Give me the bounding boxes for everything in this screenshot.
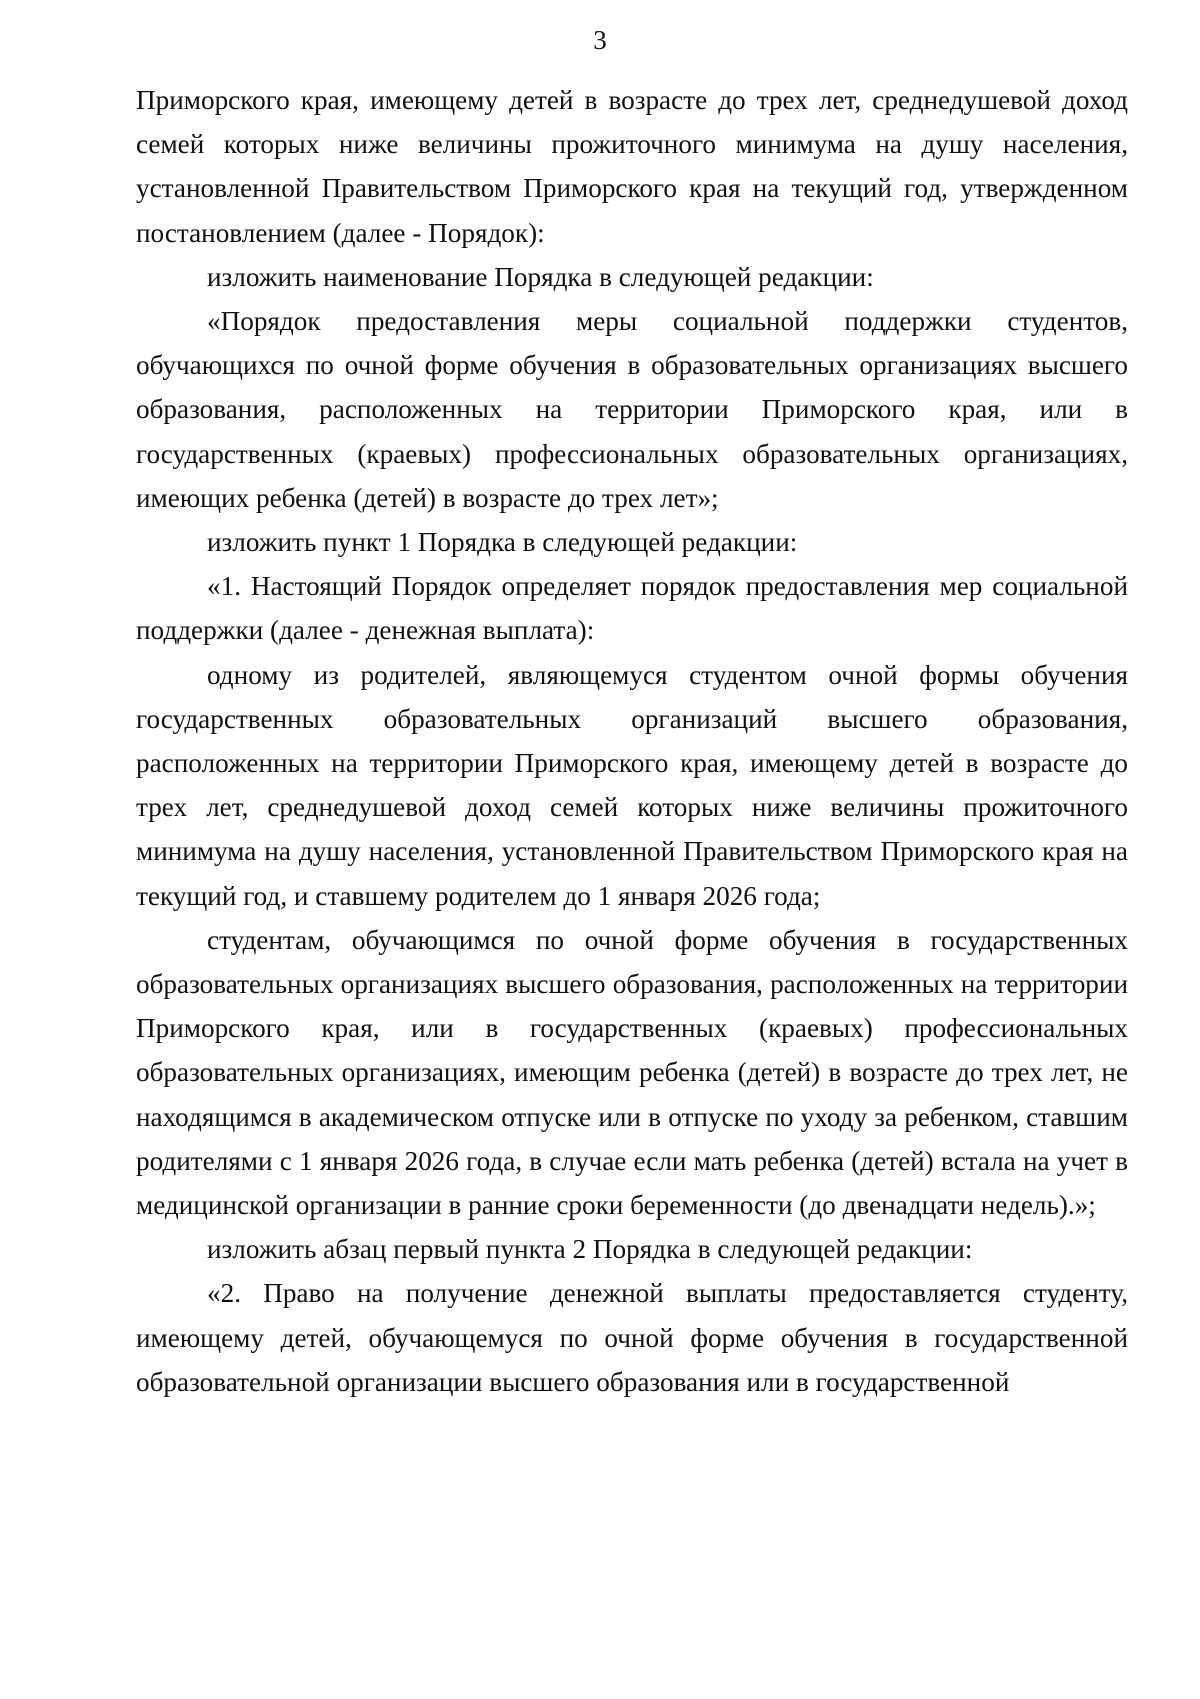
paragraph: изложить пункт 1 Порядка в следующей редакции: bbox=[207, 527, 798, 558]
paragraph: «1. Настоящий Порядок определяет порядок предоставления мер социальной поддержки (далее - денежная выплата): bbox=[136, 571, 1128, 646]
paragraph: изложить наименование Порядка в следующей редакции: bbox=[207, 261, 874, 292]
page-number: 3 bbox=[593, 25, 607, 55]
paragraph: «Порядок предоставления меры социальной поддержки студентов, обучающихся по очной форме обучения в образовательных организациях высшего образования, расположенных на территории Приморского края, или в государственных (краевых) профессиональных образовательных организациях, имеющих ребенка (детей) в возрасте до трех лет»; bbox=[136, 306, 1128, 513]
paragraph: одному из родителей, являющемуся студентом очной формы обучения государственных образовательных организаций высшего образования, расположенных на территории Приморского края, имеющему детей в возрасте до трех лет, среднедушевой доход семей которых ниже величины прожиточного минимума на душу населения, установленной Правительством Приморского края на текущий год, и ставшему родителем до 1 января 2026 года; bbox=[136, 659, 1128, 911]
document-body bbox=[136, 78, 1128, 1404]
paragraph: студентам, обучающимся по очной форме обучения в государственных образовательных организациях высшего образования, расположенных на территории Приморского края, или в государственных (краевых) профессиональных образовательных организациях, имеющим ребенка (детей) в возрасте до трех лет, не находящимся в академическом отпуске или в отпуске по уходу за ребенком, ставшим родителями с 1 января 2026 года, в случае если мать ребенка (детей) встала на учет в медицинской организации в ранние сроки беременности (до двенадцати недель).»; bbox=[136, 924, 1128, 1221]
paragraph: Приморского края, имеющему детей в возрасте до трех лет, среднедушевой доход семей которых ниже величины прожиточного минимума на душу населения, установленной Правительством Приморского края на текущий год, утвержденном постановлением (далее - Порядок): bbox=[136, 85, 1128, 248]
paragraph: «2. Право на получение денежной выплаты предоставляется студенту, имеющему детей, обучающемуся по очной форме обучения в государственной образовательной организации высшего образования или в государственной bbox=[136, 1278, 1128, 1397]
paragraph: изложить абзац первый пункта 2 Порядка в следующей редакции: bbox=[207, 1234, 973, 1265]
